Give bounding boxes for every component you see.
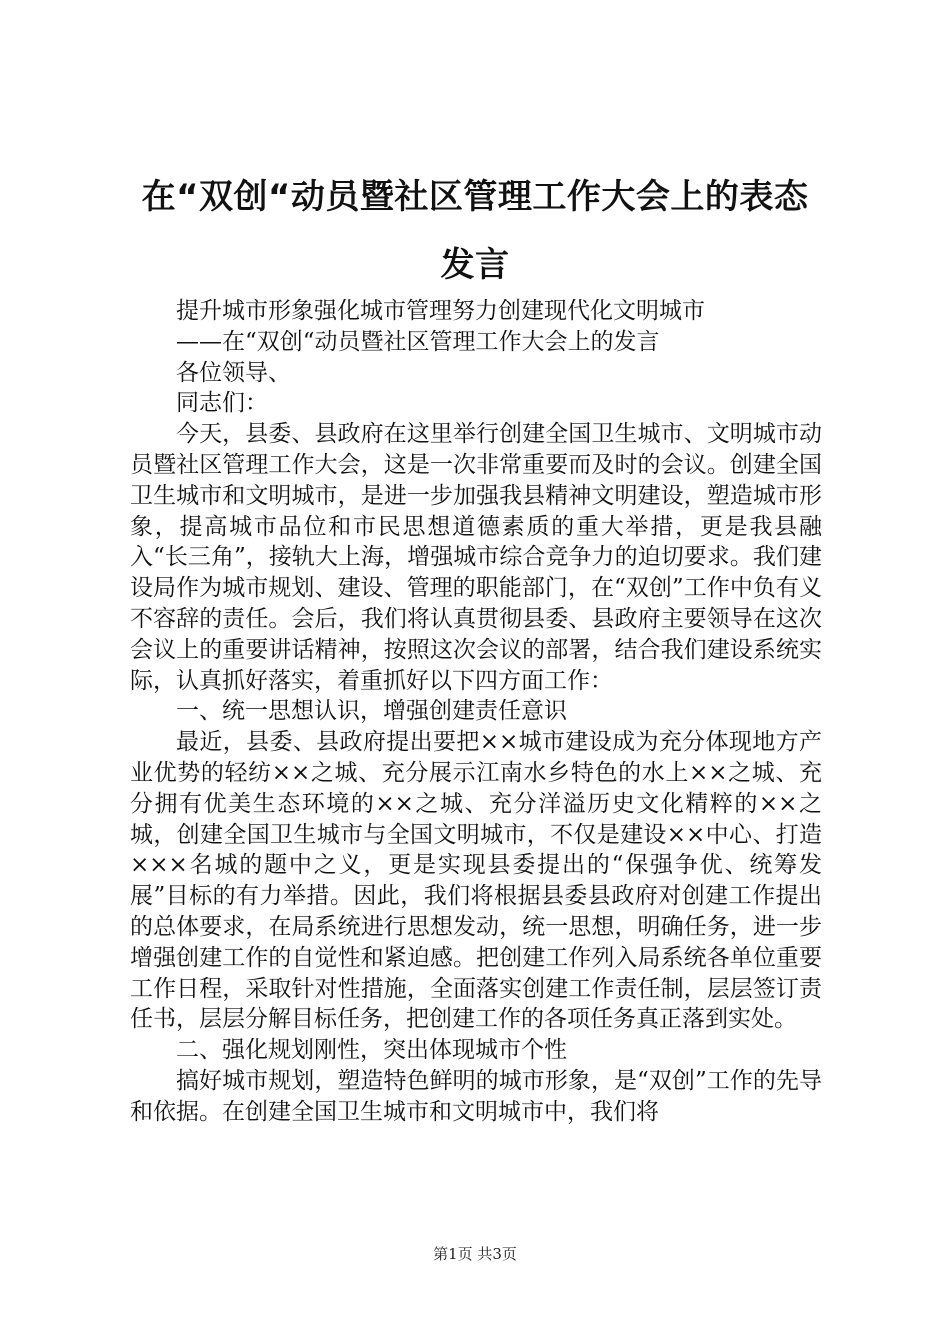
page-footer: [0, 1244, 950, 1264]
section-heading-2: 二、强化规划刚性，突出体现城市个性: [176, 1037, 567, 1064]
salutation-leaders: 各位领导、: [176, 359, 291, 386]
document-title: [120, 163, 830, 299]
paragraph-intro: 今天，县委、县政府在这里举行创建全国卫生城市、文明城市动员暨社区管理工作大会，这是一次非常重要而及时的会议。创建全国卫生城市和文明城市，是进一步加强我县精神文明建设，塑造城市形象，提高城市品位和市民思想道德素质的重大举措，更是我县融入“长三角”，接轨大上海，增强城市综合竞争力的迫切要求。我们建设局作为城市规划、建设、管理的职能部门，在“双创”工作中负有义不容辞的责任。会后，我们将认真贯彻县委、县政府主要领导在这次会议上的重要讲话精神，按照这次会议的部署，结合我们建设系统实际，认真抓好落实，着重抓好以下四方面工作：: [130, 421, 822, 694]
paragraph-section-2: 搞好城市规划，塑造特色鲜明的城市形象，是“双创”工作的先导和依据。在创建全国卫生城市和文明城市中，我们将: [130, 1067, 822, 1125]
document-body: [130, 296, 822, 1128]
title-line-1: 在“双创“动员暨社区管理工作大会上的表态: [141, 177, 809, 217]
section-heading-1: 一、统一思想认识，增强创建责任意识: [176, 698, 567, 725]
byline: ——在“双创“动员暨社区管理工作大会上的发言: [176, 328, 660, 355]
subtitle: 提升城市形象强化城市管理努力创建现代化文明城市: [176, 298, 705, 324]
page-number: 第1页 共3页: [433, 1245, 517, 1263]
title-line-2: 发言: [440, 245, 510, 285]
paragraph-section-1: 最近，县委、县政府提出要把××城市建设成为充分体现地方产业优势的轻纺××之城、充分展示江南水乡特色的水上××之城、充分拥有优美生态环境的××之城、充分洋溢历史文化精粹的××之城，创建全国卫生城市与全国文明城市，不仅是建设××中心、打造×××名城的题中之义，更是实现县委提出的“保强争优、统筹发展”目标的有力举措。因此，我们将根据县委县政府对创建工作提出的总体要求，在局系统进行思想发动，统一思想，明确任务，进一步增强创建工作的自觉性和紧迫感。把创建工作列入局系统各单位重要工作日程，采取针对性措施，全面落实创建工作责任制，层层签订责任书，层层分解目标任务，把创建工作的各项任务真正落到实处。: [130, 729, 822, 1033]
salutation-comrades: 同志们：: [176, 390, 268, 417]
